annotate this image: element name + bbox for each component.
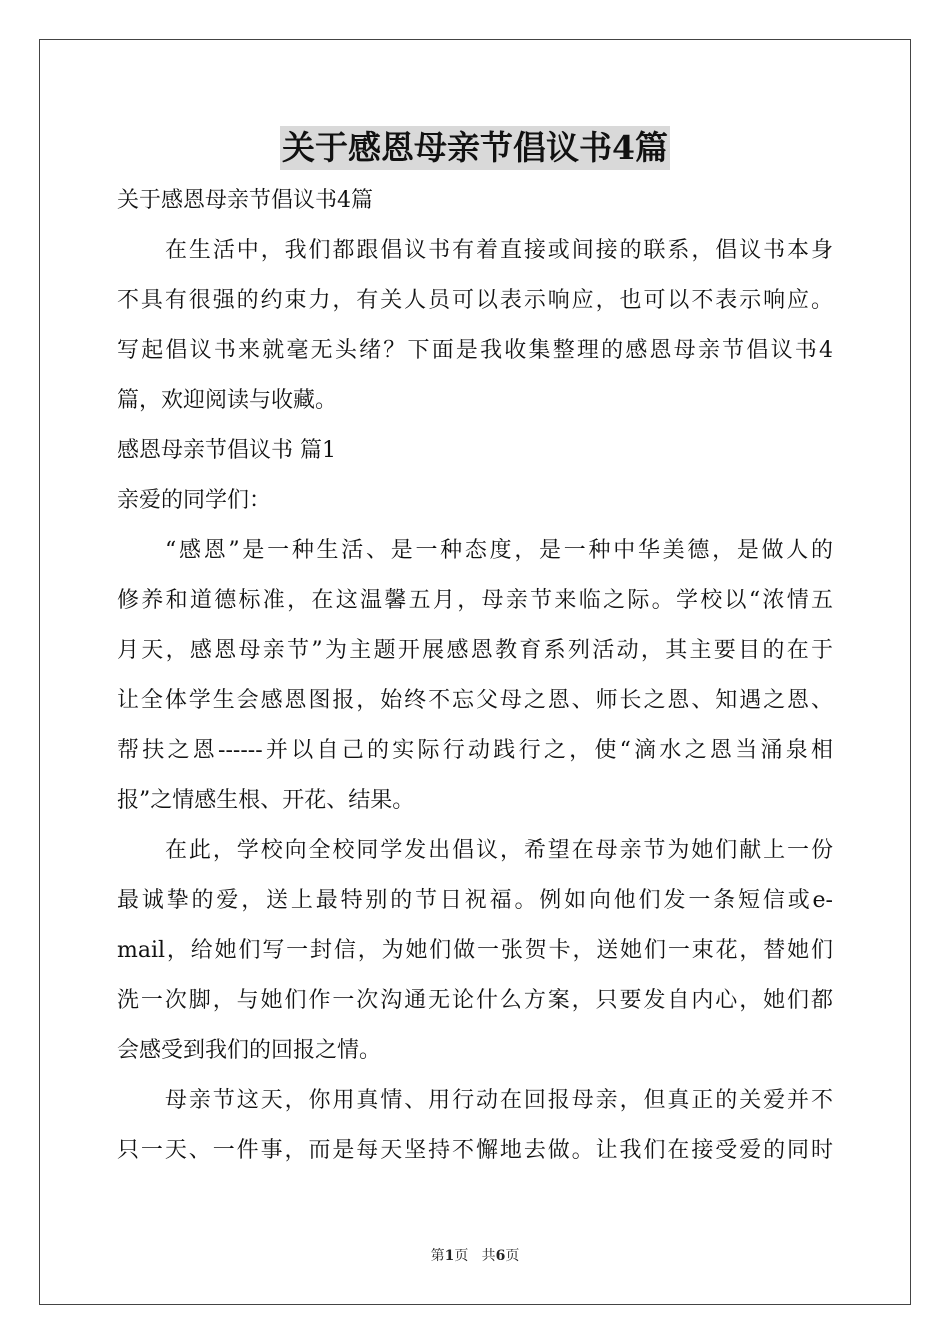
text-line: 写起倡议书来就毫无头绪？下面是我收集整理的感恩母亲节倡议书4 [117, 338, 833, 363]
footer-total-suffix: 页 [505, 1248, 520, 1264]
document-body [117, 176, 833, 1176]
text-line: 感恩母亲节倡议书 篇1 [117, 438, 336, 463]
text-line: 让全体学生会感恩图报，始终不忘父母之恩、师长之恩、知遇之恩、 [117, 688, 833, 713]
footer-total-prefix: 共 [481, 1248, 496, 1264]
text-line: 会感受到我们的回报之情。 [117, 1038, 382, 1063]
footer-total-pages: 6 [495, 1248, 506, 1264]
text-line: 在此，学校向全校同学发出倡议，希望在母亲节为她们献上一份 [165, 838, 833, 863]
text-line: 月天，感恩母亲节”为主题开展感恩教育系列活动，其主要目的在于 [117, 638, 833, 663]
text-line: “感恩”是一种生活、是一种态度，是一种中华美德，是做人的 [165, 538, 833, 563]
footer-page-prefix: 第 [430, 1248, 445, 1264]
text-line: 修养和道德标准，在这温馨五月，母亲节来临之际。学校以“浓情五 [117, 588, 833, 613]
text-line: 关于感恩母亲节倡议书4篇 [117, 188, 373, 213]
text-line: 篇，欢迎阅读与收藏。 [117, 388, 338, 413]
text-line: 亲爱的同学们： [117, 488, 272, 513]
footer-page-number: 1 [444, 1248, 455, 1264]
text-line: 洗一次脚，与她们作一次沟通无论什么方案，只要发自内心，她们都 [117, 988, 833, 1013]
text-line: 帮扶之恩------并以自己的实际行动践行之，使“滴水之恩当涌泉相 [117, 738, 833, 763]
page-footer [0, 1245, 950, 1265]
text-line: 在生活中，我们都跟倡议书有着直接或间接的联系，倡议书本身 [165, 238, 833, 263]
text-line: 母亲节这天，你用真情、用行动在回报母亲，但真正的关爱并不 [165, 1088, 833, 1113]
text-line: mail，给她们写一封信，为她们做一张贺卡，送她们一束花，替她们 [117, 938, 833, 963]
text-line: 不具有很强的约束力，有关人员可以表示响应，也可以不表示响应。 [117, 288, 833, 313]
document-title: 关于感恩母亲节倡议书4篇 [280, 126, 670, 170]
footer-page-suffix: 页 [454, 1248, 469, 1264]
title-container [0, 126, 950, 170]
text-line: 报”之情感生根、开花、结果。 [117, 788, 415, 813]
text-line: 只一天、一件事，而是每天坚持不懈地去做。让我们在接受爱的同时 [117, 1138, 833, 1163]
text-line: 最诚挚的爱，送上最特别的节日祝福。例如向他们发一条短信或e- [117, 888, 833, 913]
